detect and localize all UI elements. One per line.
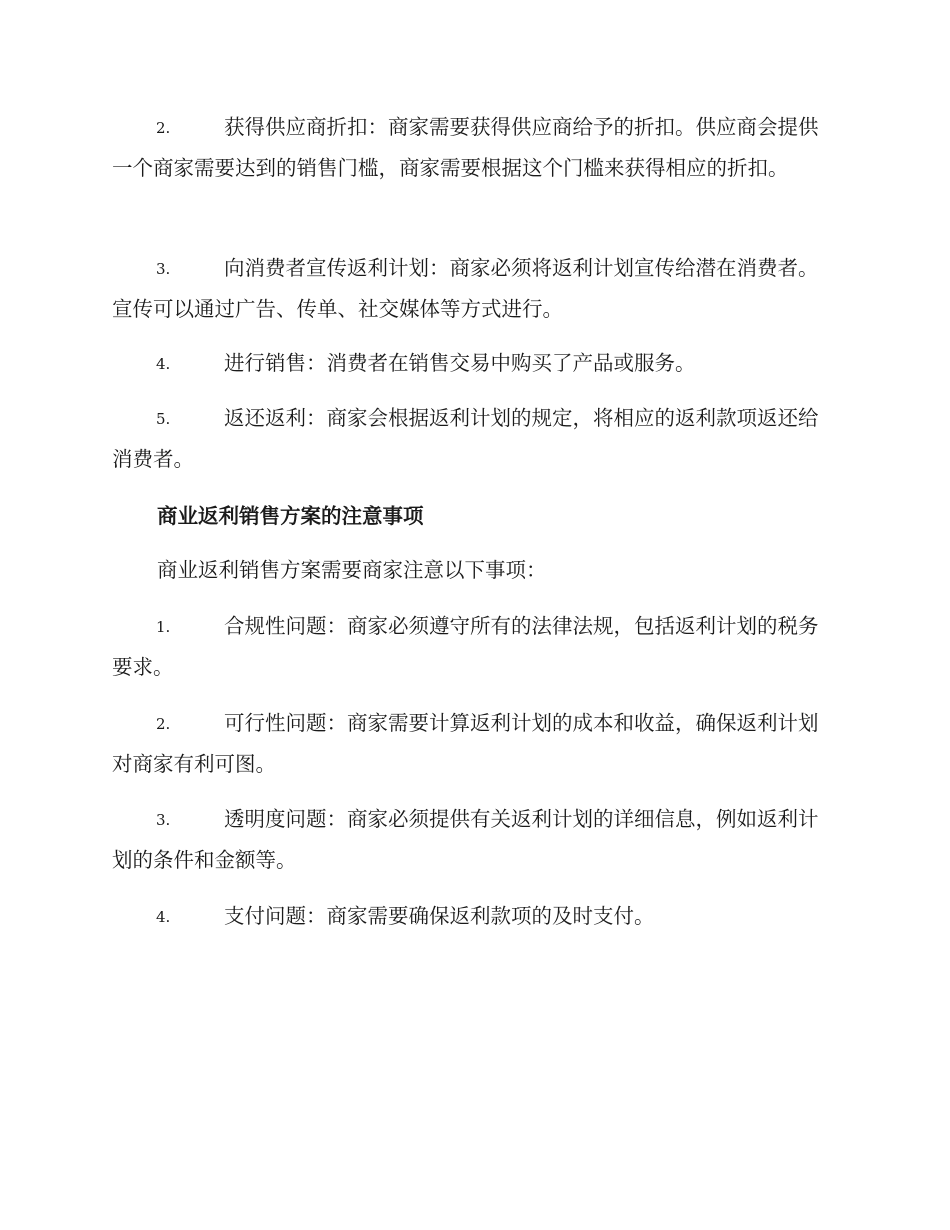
list-item [112,398,834,479]
list-text: 进行销售：消费者在销售交易中购买了产品或服务。 [224,351,696,375]
list-text: 支付问题：商家需要确保返利款项的及时支付。 [224,904,655,928]
list-number: 2. [156,119,171,137]
list-item [112,606,834,687]
list-number: 4. [156,908,171,926]
list-item [112,896,834,937]
list-text: 合规性问题：商家必须遵守所有的法律法规，包括返利计划的税务要求。 [112,614,819,679]
list-number: 3. [156,811,171,829]
list-number: 4. [156,355,171,373]
list-item [112,248,834,329]
list-item [112,343,834,384]
section-heading: 商业返利销售方案的注意事项 [157,504,424,528]
list-item [112,703,834,784]
list-text: 返还返利：商家会根据返利计划的规定，将相应的返利款项返还给消费者。 [112,406,819,471]
list-text: 可行性问题：商家需要计算返利计划的成本和收益，确保返利计划对商家有利可图。 [112,711,819,776]
section-intro: 商业返利销售方案需要商家注意以下事项： [157,558,547,582]
list-number: 2. [156,715,171,733]
list-item [112,107,834,188]
list-text: 透明度问题：商家必须提供有关返利计划的详细信息，例如返利计划的条件和金额等。 [112,807,819,872]
list-number: 5. [156,410,171,428]
list-text: 向消费者宣传返利计划：商家必须将返利计划宣传给潜在消费者。宣传可以通过广告、传单、社交媒体等方式进行。 [112,256,819,321]
list-item [112,799,834,880]
list-text: 获得供应商折扣：商家需要获得供应商给予的折扣。供应商会提供一个商家需要达到的销售门槛，商家需要根据这个门槛来获得相应的折扣。 [112,115,819,180]
list-number: 3. [156,260,171,278]
list-number: 1. [156,618,171,636]
